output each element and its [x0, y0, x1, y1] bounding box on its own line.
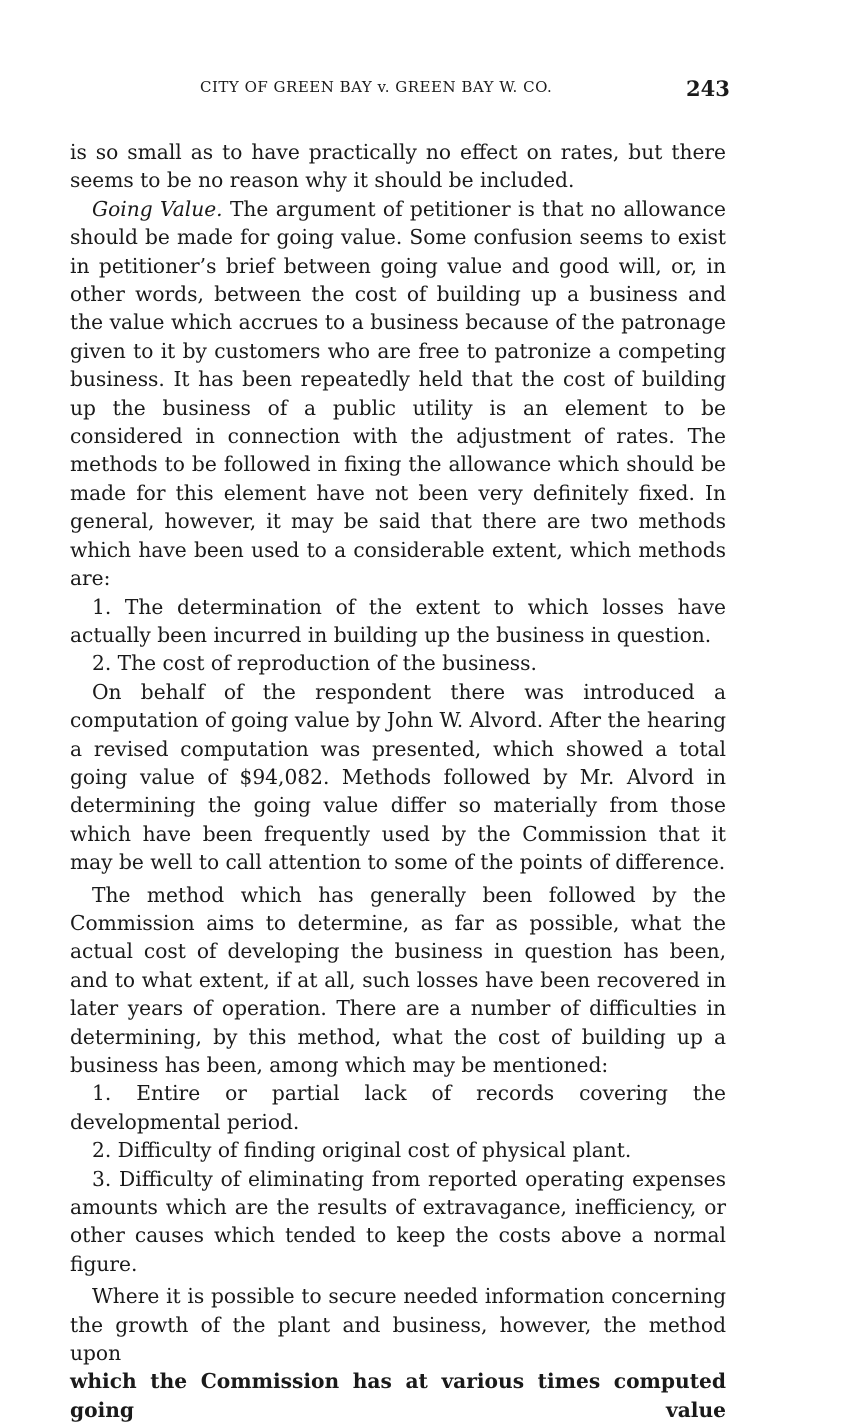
list-item: 2. Difficulty of finding original cost of physical plant.: [92, 1138, 632, 1163]
list-item: 1. Entire or partial lack of records covering the developmental period.: [70, 1081, 726, 1134]
paragraph-growth-information: Where it is possible to secure needed information concerning the growth of the plant and business, however, the method upon: [70, 1284, 726, 1366]
paragraph-continuation: is so small as to have practically no effect on rates, but there seems to be no reason why it should be included.: [70, 140, 726, 193]
paragraph-alvord-computation: On behalf of the respondent there was introduced a computation of going value by John W. Alvord. After the hearing a revised computation was presented, which showed a total going value of $94,082. Methods followed by Mr. Alvord in determining the going value differ so materially from those which have been frequently used by the Commission that it may be well to call attention to some of the points of difference.: [70, 679, 726, 875]
page-number: 243: [686, 76, 730, 101]
paragraph-final-line: which the Commission has at various times computed going value: [70, 1369, 726, 1422]
list-item: 1. The determination of the extent to which losses have actually been incurred in building up the business in question.: [70, 594, 726, 647]
paragraph-going-value-text: The argument of petitioner is that no allowance should be made for going value. Some confusion seems to exist in petitioner’s brief between going value and good will, or, in other words, between the cost of building up a business and the value which accrues to a business because of the patronage given to it by customers who are free to patronize a competing business. It has been repeatedly held that the cost of building up the business of a public utility is an element to be considered in connection with the adjustment of rates. The methods to be followed in fixing the allowance which should be made for this element have not been very definitely fixed. In general, however, it may be said that there are two methods which have been used to a considerable extent, which methods are:: [70, 196, 726, 591]
body-text: [70, 138, 726, 1424]
list-item: 2. The cost of reproduction of the business.: [92, 651, 537, 676]
running-head: CITY OF GREEN BAY v. GREEN BAY W. CO.: [200, 78, 553, 96]
paragraph-going-value: [70, 195, 726, 593]
section-heading-going-value: Going Value.: [92, 196, 223, 221]
list-item: 3. Difficulty of eliminating from reported operating expenses amounts which are the results of extravagance, inefficiency, or other causes which tended to keep the costs above a normal figure.: [70, 1166, 726, 1276]
paragraph-commission-method: The method which has generally been followed by the Commission aims to determine, as far as possible, what the actual cost of developing the business in question has been, and to what extent, if at all, such losses have been recovered in later years of operation. There are a number of difficulties in determining, by this method, what the cost of building up a business has been, among which may be mentioned:: [70, 882, 726, 1077]
